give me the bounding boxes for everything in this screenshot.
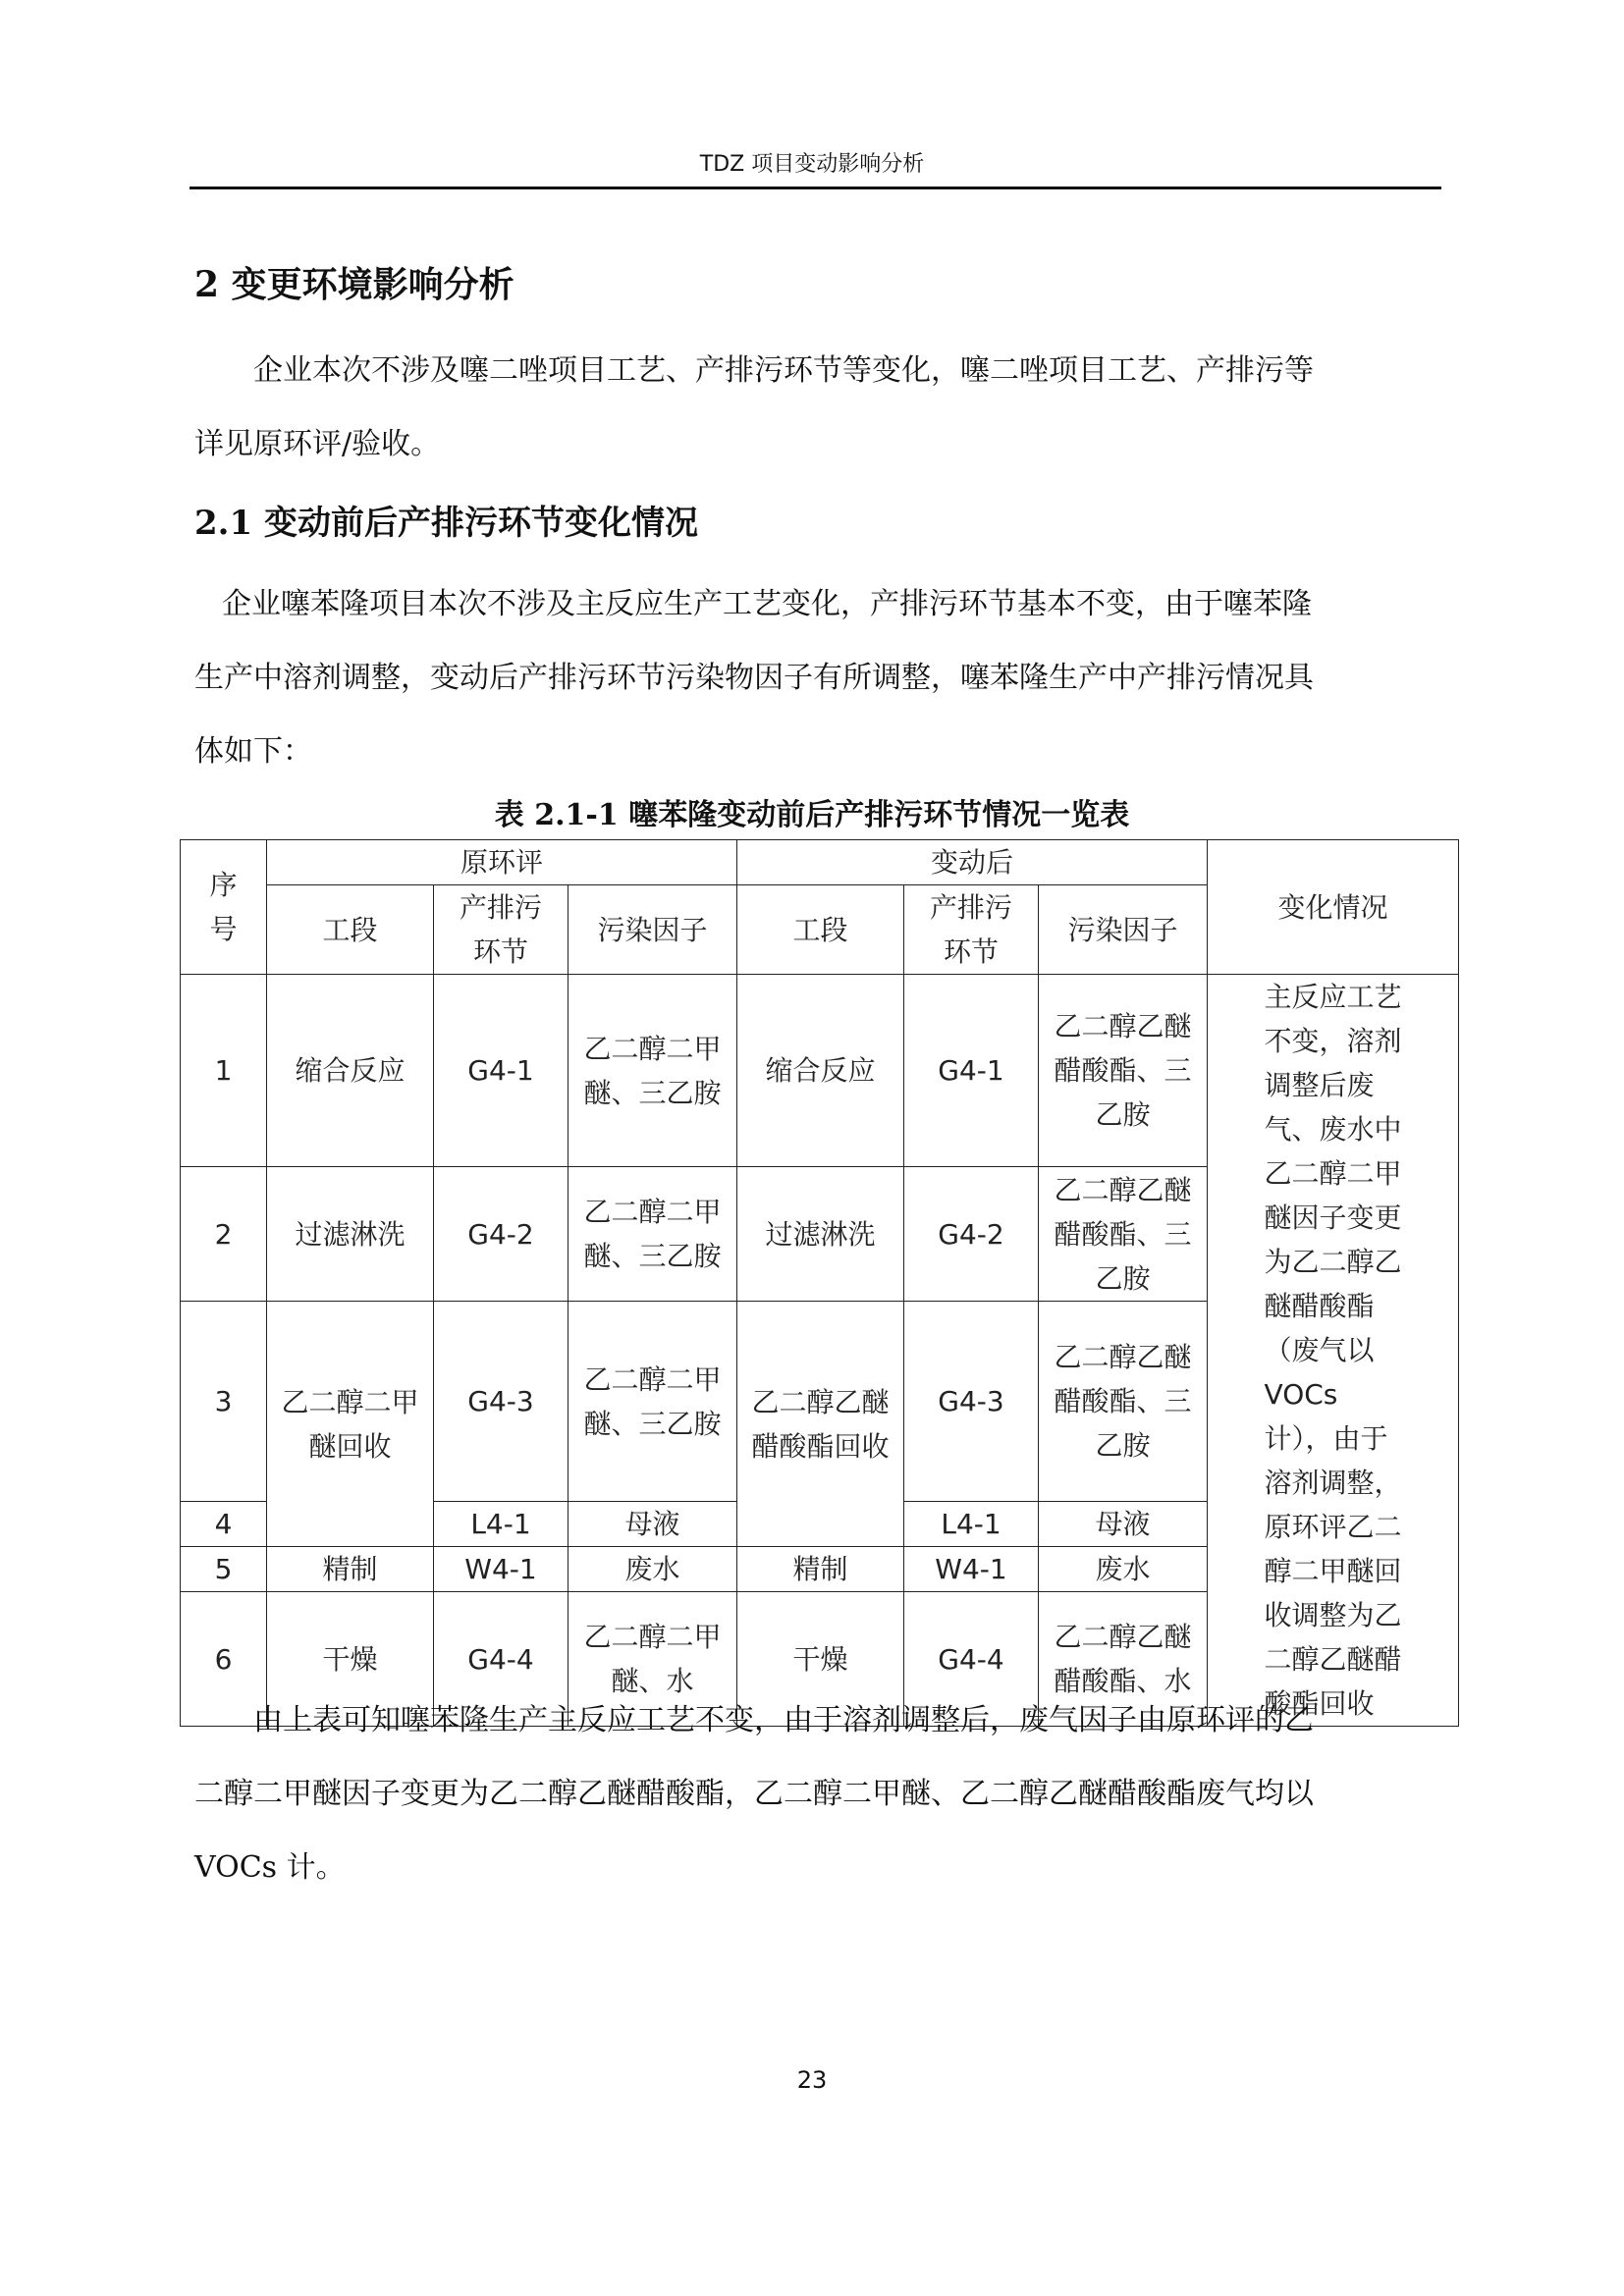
paragraph-line: 生产中溶剂调整，变动后产排污环节污染物因子有所调整，噻苯隆生产中产排污情况具 [194,661,1314,695]
header-seq: 序号 [181,840,267,975]
cell-stage: 乙二醇乙醚醋酸酯回收 [737,1302,904,1547]
paragraph-line: 企业本次不涉及噻二唑项目工艺、产排污环节等变化，噻二唑项目工艺、产排污等 [253,353,1314,388]
cell-outlet: G4-3 [904,1302,1039,1502]
paragraph-line: 企业噻苯隆项目本次不涉及主反应生产工艺变化，产排污环节基本不变，由于噻苯隆 [222,587,1312,621]
cell-stage: 过滤淋洗 [267,1167,434,1302]
header-after: 变动后 [737,840,1208,885]
conclusion-paragraph [194,1683,1441,1904]
cell-outlet: W4-1 [434,1547,568,1592]
cell-factor: 乙二醇乙醚醋酸酯、水 [1039,1592,1208,1727]
cell-seq: 4 [181,1502,267,1547]
cell-outlet: L4-1 [904,1502,1039,1547]
cell-factor: 乙二醇乙醚醋酸酯、三乙胺 [1039,1302,1208,1502]
cell-stage: 缩合反应 [737,975,904,1167]
page-number: 23 [796,2066,828,2094]
header-outlet: 产排污环节 [904,885,1039,975]
section-heading: 2 变更环境影响分析 [194,264,514,305]
cell-factor: 母液 [568,1502,737,1547]
paragraph-line: 二醇二甲醚因子变更为乙二醇乙醚醋酸酯，乙二醇二甲醚、乙二醇乙醚醋酸酯废气均以 [194,1777,1314,1811]
header-original: 原环评 [267,840,737,885]
cell-stage: 过滤淋洗 [737,1167,904,1302]
cell-outlet: G4-2 [434,1167,568,1302]
cell-factor: 母液 [1039,1502,1208,1547]
cell-seq: 1 [181,975,267,1167]
section-paragraph [194,334,1441,481]
paragraph-line: 详见原环评/验收。 [194,427,441,461]
cell-factor: 乙二醇二甲醚、三乙胺 [568,1302,737,1502]
cell-stage: 精制 [737,1547,904,1592]
cell-seq: 5 [181,1547,267,1592]
table-caption: 表 2.1-1 噻苯隆变动前后产排污环节情况一览表 [494,798,1130,832]
header-stage: 工段 [267,885,434,975]
cell-seq: 2 [181,1167,267,1302]
cell-factor: 废水 [568,1547,737,1592]
header-factor: 污染因子 [1039,885,1208,975]
change-note: 主反应工艺不变，溶剂调整后废气、废水中乙二醇二甲醚因子变更为乙二醇乙醚醋酸酯（废气以 VOCs 计），由于溶剂调整，原环评乙二醇二甲醚回收调整为乙二醇乙醚醋酸酯回收 [1208,975,1459,1727]
cell-factor: 乙二醇乙醚醋酸酯、三乙胺 [1039,1167,1208,1302]
header-rule [189,187,1441,189]
cell-seq: 6 [181,1592,267,1727]
cell-factor: 乙二醇二甲醚、三乙胺 [568,1167,737,1302]
cell-stage: 乙二醇二甲醚回收 [267,1302,434,1547]
header-stage: 工段 [737,885,904,975]
cell-outlet: W4-1 [904,1547,1039,1592]
paragraph-line: 体如下： [194,734,312,769]
pollution-table [180,839,1459,1727]
running-header: TDZ 项目变动影响分析 [699,152,925,177]
cell-factor: 乙二醇二甲醚、三乙胺 [568,975,737,1167]
cell-stage: 干燥 [737,1592,904,1727]
cell-outlet: L4-1 [434,1502,568,1547]
cell-stage: 缩合反应 [267,975,434,1167]
paragraph-line: 由上表可知噻苯隆生产主反应工艺不变，由于溶剂调整后，废气因子由原环评的乙 [253,1703,1314,1737]
cell-factor: 废水 [1039,1547,1208,1592]
subsection-paragraph [194,567,1441,788]
header-outlet: 产排污环节 [434,885,568,975]
cell-outlet: G4-4 [904,1592,1039,1727]
paragraph-line: VOCs 计。 [194,1850,346,1885]
cell-outlet: G4-3 [434,1302,568,1502]
cell-factor: 乙二醇乙醚醋酸酯、三乙胺 [1039,975,1208,1167]
cell-outlet: G4-4 [434,1592,568,1727]
cell-outlet: G4-1 [434,975,568,1167]
table-row [181,975,1459,1167]
header-change: 变化情况 [1208,840,1459,975]
subsection-heading: 2.1 变动前后产排污环节变化情况 [194,504,698,543]
cell-stage: 干燥 [267,1592,434,1727]
header-factor: 污染因子 [568,885,737,975]
cell-outlet: G4-2 [904,1167,1039,1302]
cell-outlet: G4-1 [904,975,1039,1167]
cell-factor: 乙二醇二甲醚、水 [568,1592,737,1727]
cell-stage: 精制 [267,1547,434,1592]
cell-seq: 3 [181,1302,267,1502]
